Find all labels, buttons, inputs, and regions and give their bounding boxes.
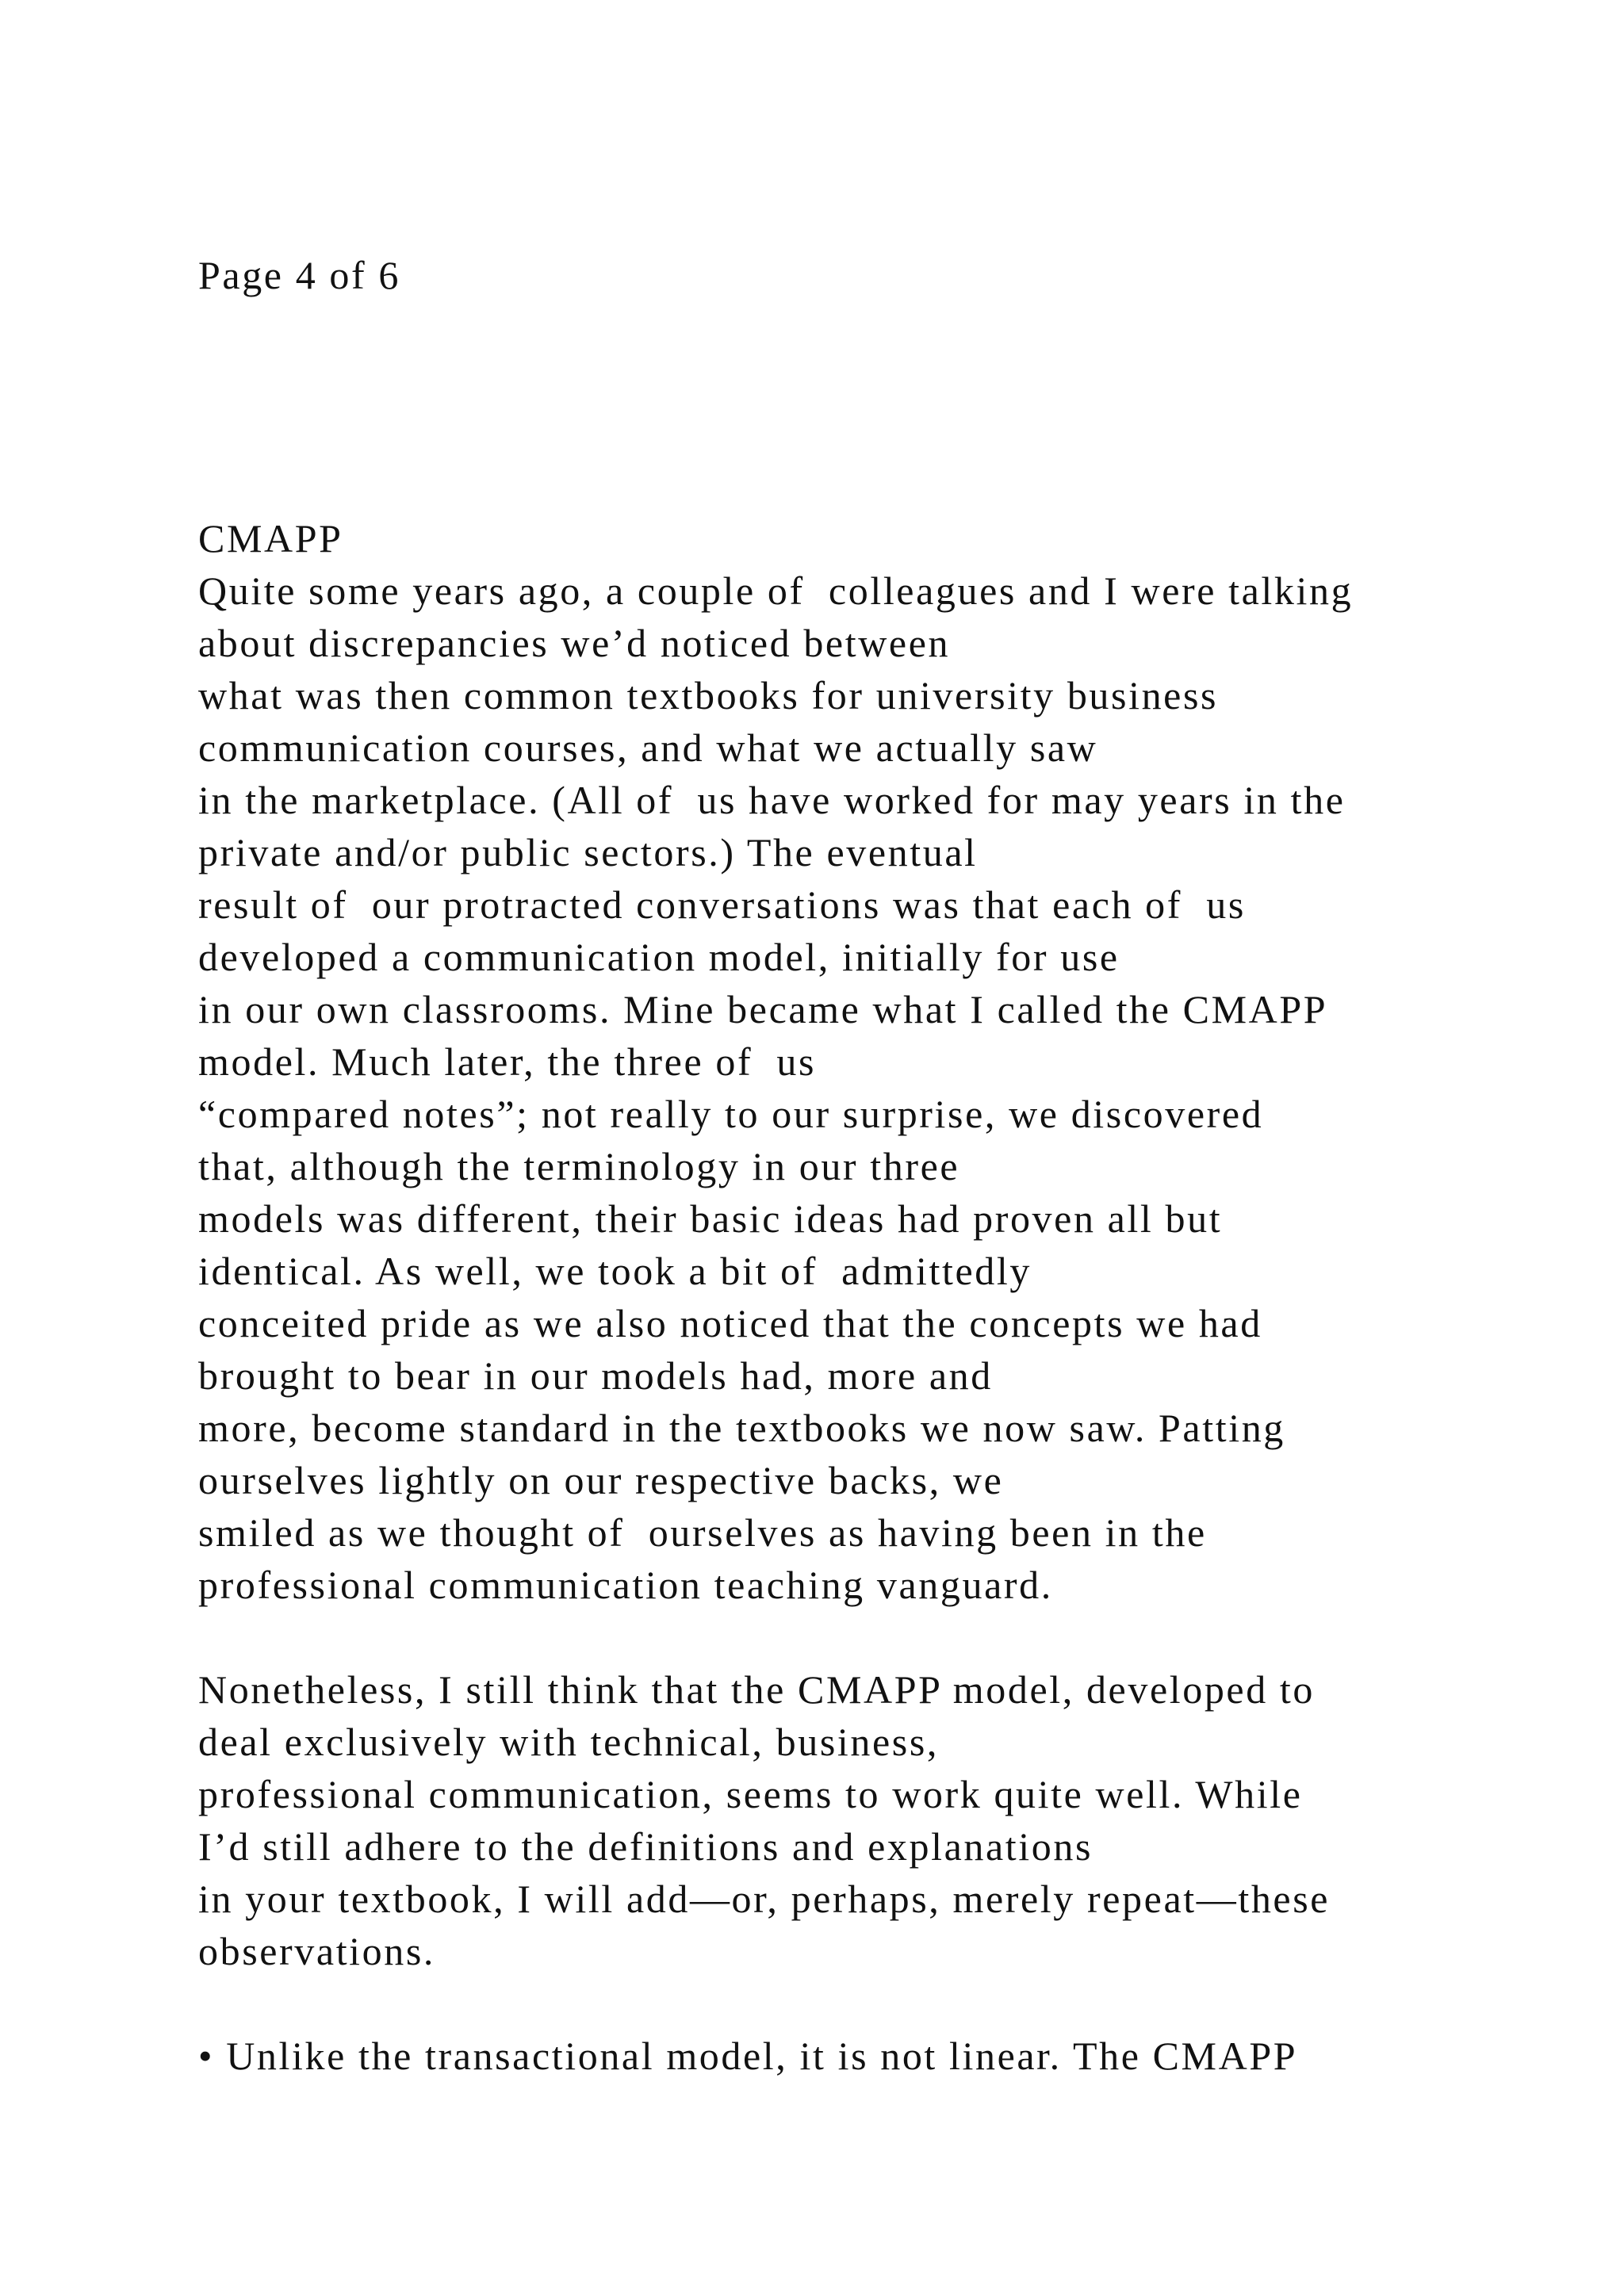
paragraph-line: professional communication teaching vanguard. <box>198 1563 1053 1607</box>
paragraph-line: in your textbook, I will add—or, perhaps, merely repeat—these <box>198 1877 1331 1921</box>
page-header: Page 4 of 6 <box>198 253 400 297</box>
paragraph-line: ourselves lightly on our respective backs, we <box>198 1458 1004 1502</box>
paragraph-line: about discrepancies we’d noticed between <box>198 621 951 665</box>
paragraph-line: result of our protracted conversations was that each of us <box>198 882 1246 927</box>
paragraph-line: model. Much later, the three of us <box>198 1039 817 1084</box>
paragraph-line: conceited pride as we also noticed that the concepts we had <box>198 1301 1262 1345</box>
section-heading: CMAPP <box>198 516 343 561</box>
paragraph-line: private and/or public sectors.) The eventual <box>198 830 978 874</box>
paragraph-line: Nonetheless, I still think that the CMAPP model, developed to <box>198 1667 1316 1712</box>
paragraph-line: more, become standard in the textbooks we now saw. Patting <box>198 1406 1285 1450</box>
paragraph-line: communication courses, and what we actually saw <box>198 725 1098 770</box>
paragraph-line: brought to bear in our models had, more and <box>198 1353 993 1398</box>
paragraph-line: identical. As well, we took a bit of admittedly <box>198 1249 1032 1293</box>
paragraph-line: professional communication, seems to work quite well. While <box>198 1772 1303 1816</box>
paragraph-line: “compared notes”; not really to our surprise, we discovered <box>198 1092 1264 1136</box>
paragraph-line: developed a communication model, initially for use <box>198 935 1120 979</box>
paragraph-line: in the marketplace. (All of us have worked for may years in the <box>198 778 1346 822</box>
paragraph-line: in our own classrooms. Mine became what I called the CMAPP <box>198 987 1328 1031</box>
paragraph-line: I’d still adhere to the definitions and explanations <box>198 1824 1093 1869</box>
paragraph-line: Quite some years ago, a couple of colleagues and I were talking <box>198 568 1354 613</box>
paragraph-line: that, although the terminology in our three <box>198 1144 960 1188</box>
paragraph-line: models was different, their basic ideas had proven all but <box>198 1196 1223 1241</box>
paragraph-line: what was then common textbooks for university business <box>198 673 1219 718</box>
paragraph-line: smiled as we thought of ourselves as having been in the <box>198 1510 1207 1555</box>
paragraph-line: deal exclusively with technical, business, <box>198 1720 939 1764</box>
bullet-item: • Unlike the transactional model, it is not linear. The CMAPP <box>198 2034 1298 2078</box>
paragraph-line: observations. <box>198 1929 436 1973</box>
